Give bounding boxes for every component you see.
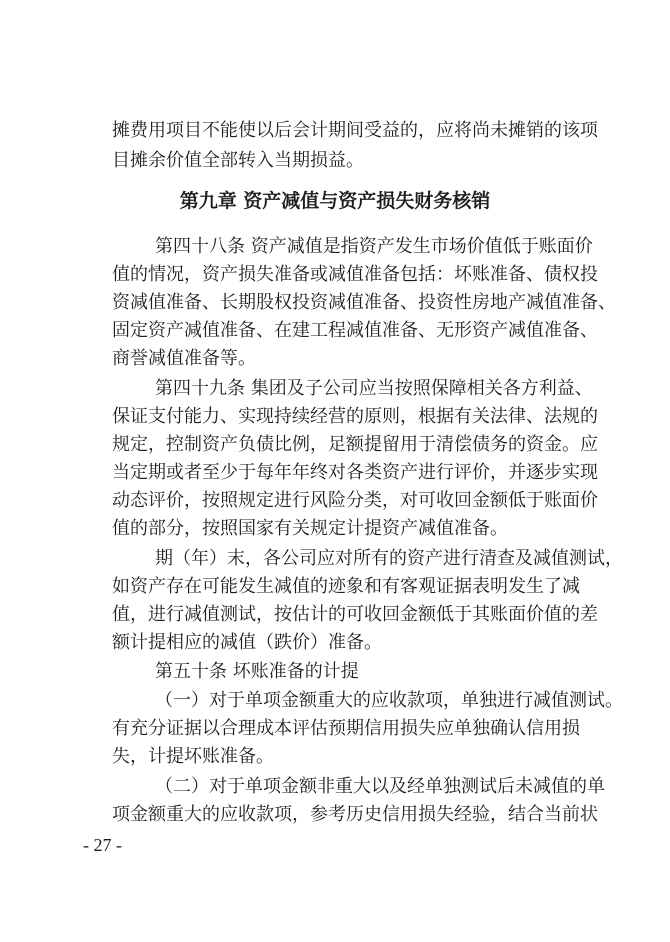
paragraph-line: （二）对于单项金额非重大以及经单独测试后未减值的单 — [155, 776, 605, 797]
paragraph-line: 值，进行减值测试，按估计的可收回金额低于其账面价值的差 — [112, 604, 598, 625]
paragraph-line: 商誉减值准备等。 — [112, 348, 256, 369]
paragraph-line: 第四十九条 集团及子公司应当按照保障相关各方利益、 — [155, 378, 593, 399]
paragraph-line: 资减值准备、长期股权投资减值准备、投资性房地产减值准备、 — [112, 292, 616, 313]
paragraph-line: 值的情况，资产损失准备或减值准备包括：坏账准备、债权投 — [112, 264, 598, 285]
page-number: - 27 - — [83, 835, 122, 855]
paragraph-line: 失，计提坏账准备。 — [112, 746, 274, 767]
paragraph-line: 值的部分，按照国家有关规定计提资产减值准备。 — [112, 518, 508, 539]
article-heading: 第五十条 坏账准备的计提 — [155, 661, 359, 682]
paragraph-line: 期（年）末，各公司应对所有的资产进行清查及减值测试， — [155, 548, 623, 569]
paragraph-line: 目摊余价值全部转入当期损益。 — [112, 150, 364, 171]
paragraph-line: 当定期或者至少于每年年终对各类资产进行评价，并逐步实现 — [112, 462, 598, 483]
paragraph-line: 动态评价，按照规定进行风险分类，对可收回金额低于账面价 — [112, 490, 598, 511]
paragraph-line: 保证支付能力、实现持续经营的原则，根据有关法律、法规的 — [112, 406, 598, 427]
paragraph-line: （一）对于单项金额重大的应收款项，单独进行减值测试。 — [155, 690, 623, 711]
paragraph-line: 固定资产减值准备、在建工程减值准备、无形资产减值准备、 — [112, 320, 598, 341]
paragraph-line: 如资产存在可能发生减值的迹象和有客观证据表明发生了减 — [112, 576, 580, 597]
paragraph-line: 有充分证据以合理成本评估预期信用损失应单独确认信用损 — [112, 718, 580, 739]
paragraph-line: 规定，控制资产负债比例，足额提留用于清偿债务的资金。应 — [112, 434, 598, 455]
paragraph-line: 第四十八条 资产减值是指资产发生市场价值低于账面价 — [155, 236, 593, 257]
paragraph-line: 摊费用项目不能使以后会计期间受益的，应将尚未摊销的该项 — [112, 120, 598, 141]
paragraph-line: 项金额重大的应收款项，参考历史信用损失经验，结合当前状 — [112, 804, 598, 825]
chapter-title: 第九章 资产减值与资产损失财务核销 — [179, 190, 491, 212]
paragraph-line: 额计提相应的减值（跌价）准备。 — [112, 632, 382, 653]
